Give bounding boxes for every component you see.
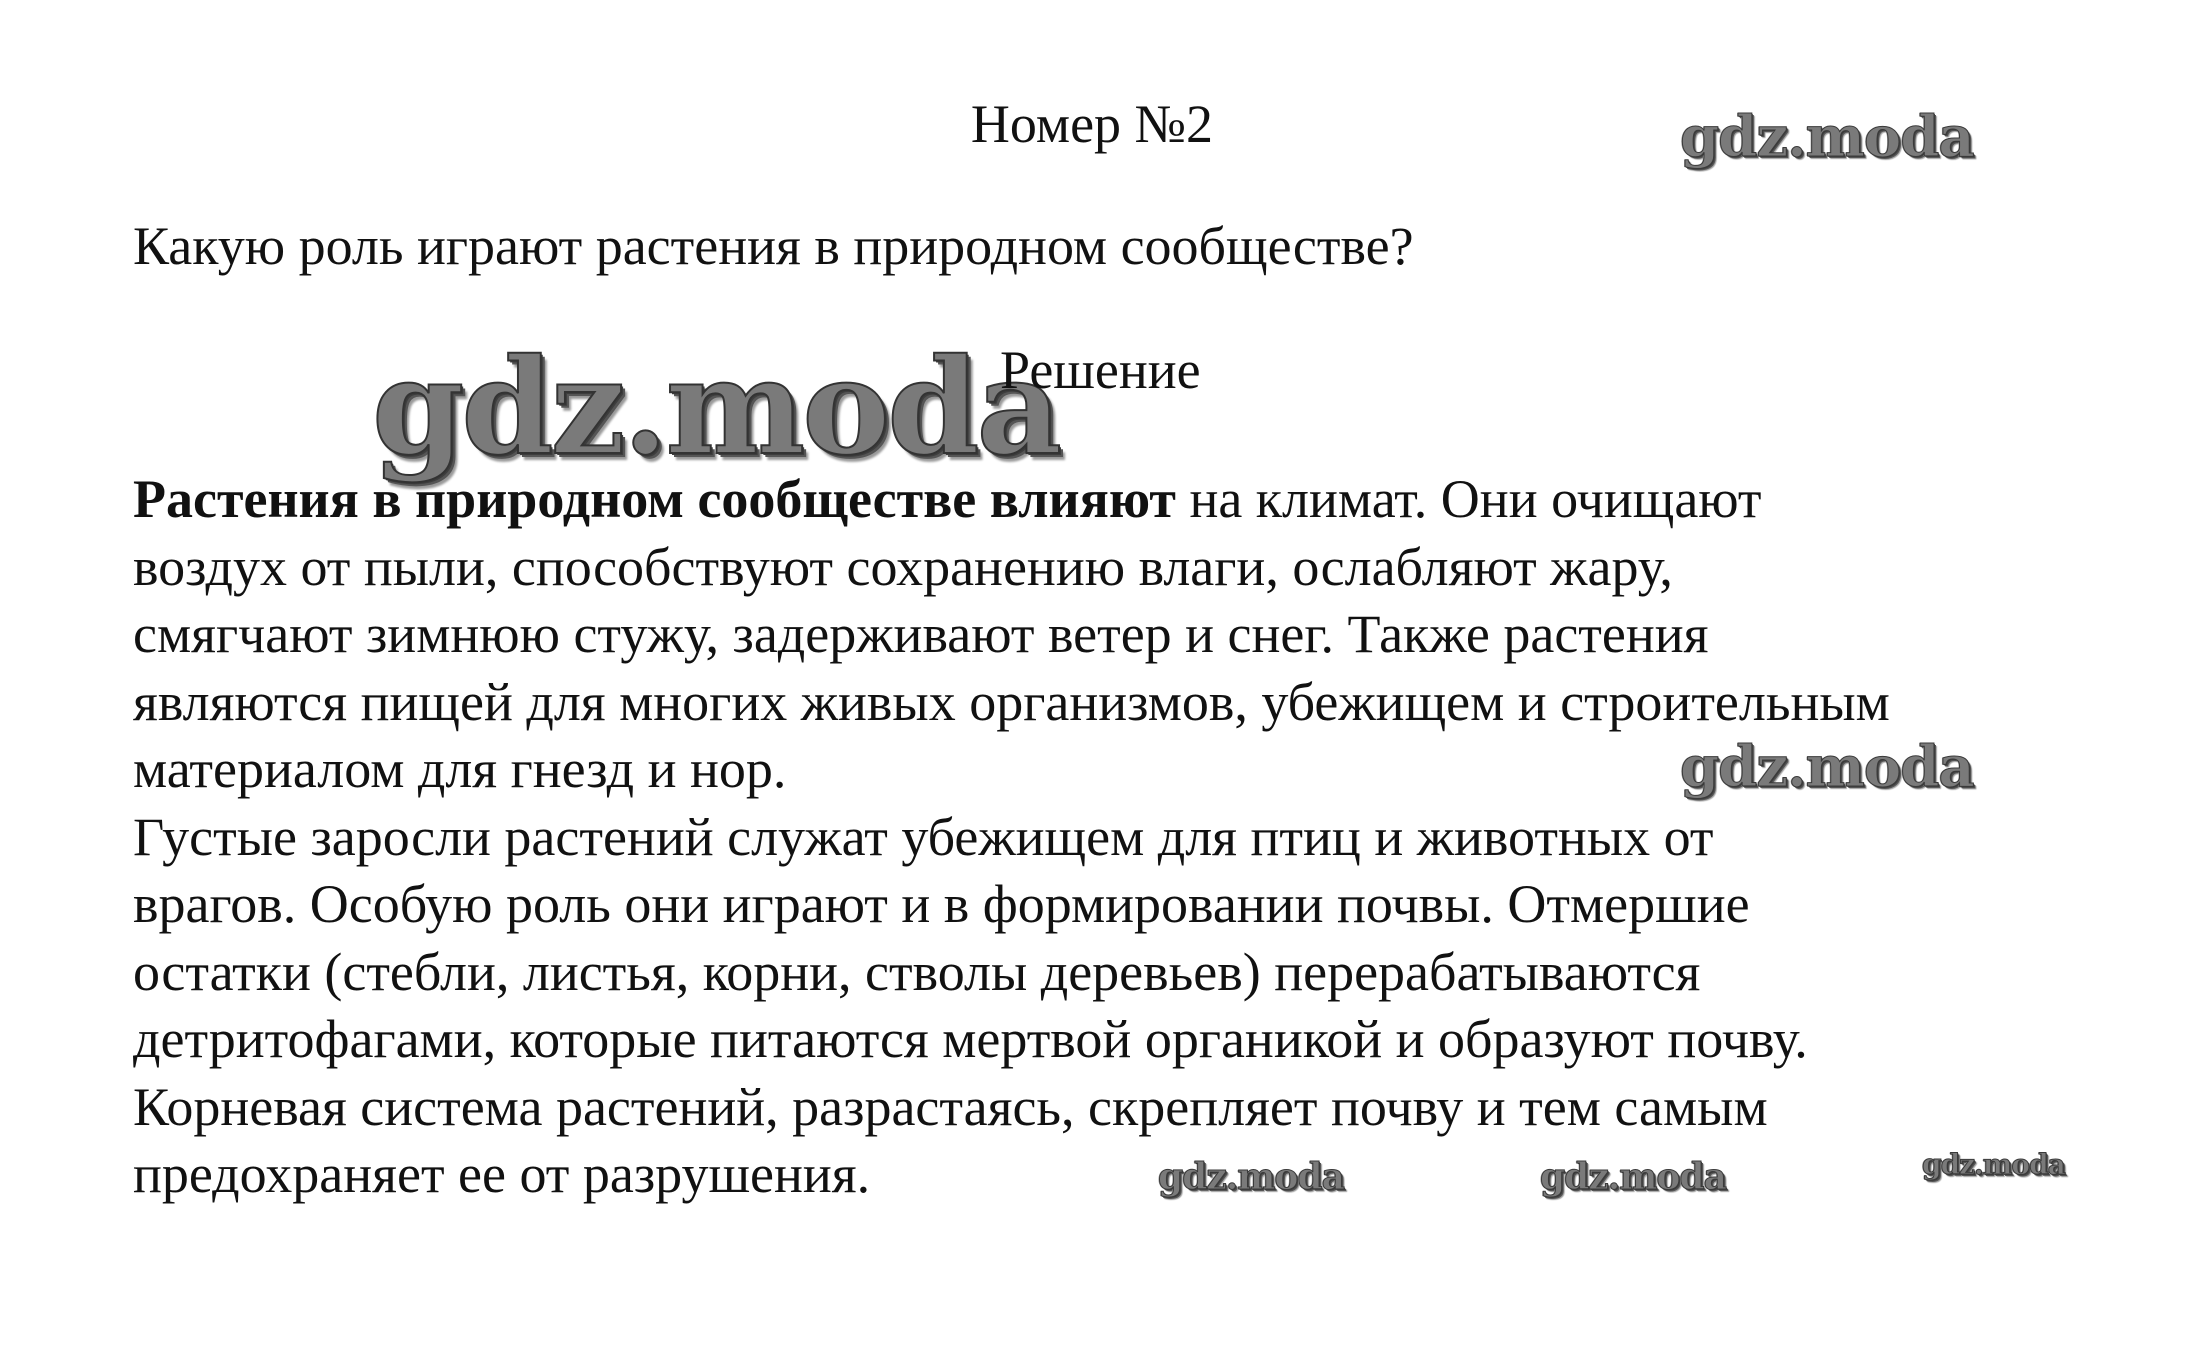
watermark-mid-right: gdz.moda bbox=[1680, 734, 1974, 800]
watermark-large: gdz.moda bbox=[372, 330, 1060, 485]
answer-line-5: материалом для гнезд и нор. bbox=[133, 739, 787, 799]
answer-line-1 bbox=[133, 466, 2153, 534]
answer-line-7: врагов. Особую роль они играют и в формировании почвы. Отмершие bbox=[133, 874, 1750, 934]
answer-line-4: являются пищей для многих живых организмов, убежищем и строительным bbox=[133, 671, 1890, 732]
watermark-top-right: gdz.moda bbox=[1680, 104, 1974, 170]
watermark-bottom-1: gdz.moda bbox=[1158, 1156, 1344, 1198]
answer-line-2: воздух от пыли, способствуют сохранению влаги, ослабляют жару, bbox=[133, 536, 1673, 597]
answer-line-3: смягчают зимнюю стужу, задерживают ветер и снег. Также растения bbox=[133, 604, 1709, 664]
answer-line-8: остатки (стебли, листья, корни, стволы деревьев) перерабатываются bbox=[133, 941, 1701, 1002]
answer-bold-intro: Растения в природном сообществе влияют bbox=[133, 469, 1176, 529]
answer-line-10: Корневая система растений, разрастаясь, скрепляет почву и тем самым bbox=[133, 1076, 1768, 1137]
watermark-bottom-2: gdz.moda bbox=[1540, 1156, 1726, 1198]
answer-line-11: предохраняет ее от разрушения. bbox=[133, 1144, 871, 1204]
page-title-text: Номер №2 bbox=[970, 94, 1214, 154]
question-text: Какую роль играют растения в природном сообществе? bbox=[133, 216, 1414, 276]
watermark-bottom-3: gdz.moda bbox=[1922, 1148, 2065, 1181]
answer-text bbox=[133, 466, 2153, 1209]
answer-line-9: детритофагами, которые питаются мертвой органикой и образуют почву. bbox=[133, 1009, 1808, 1069]
answer-line-6: Густые заросли растений служат убежищем для птиц и животных от bbox=[133, 806, 1714, 867]
solution-heading: Решение bbox=[1000, 340, 1201, 400]
answer-line-1-rest: на климат. Они очищают bbox=[1175, 469, 1762, 529]
